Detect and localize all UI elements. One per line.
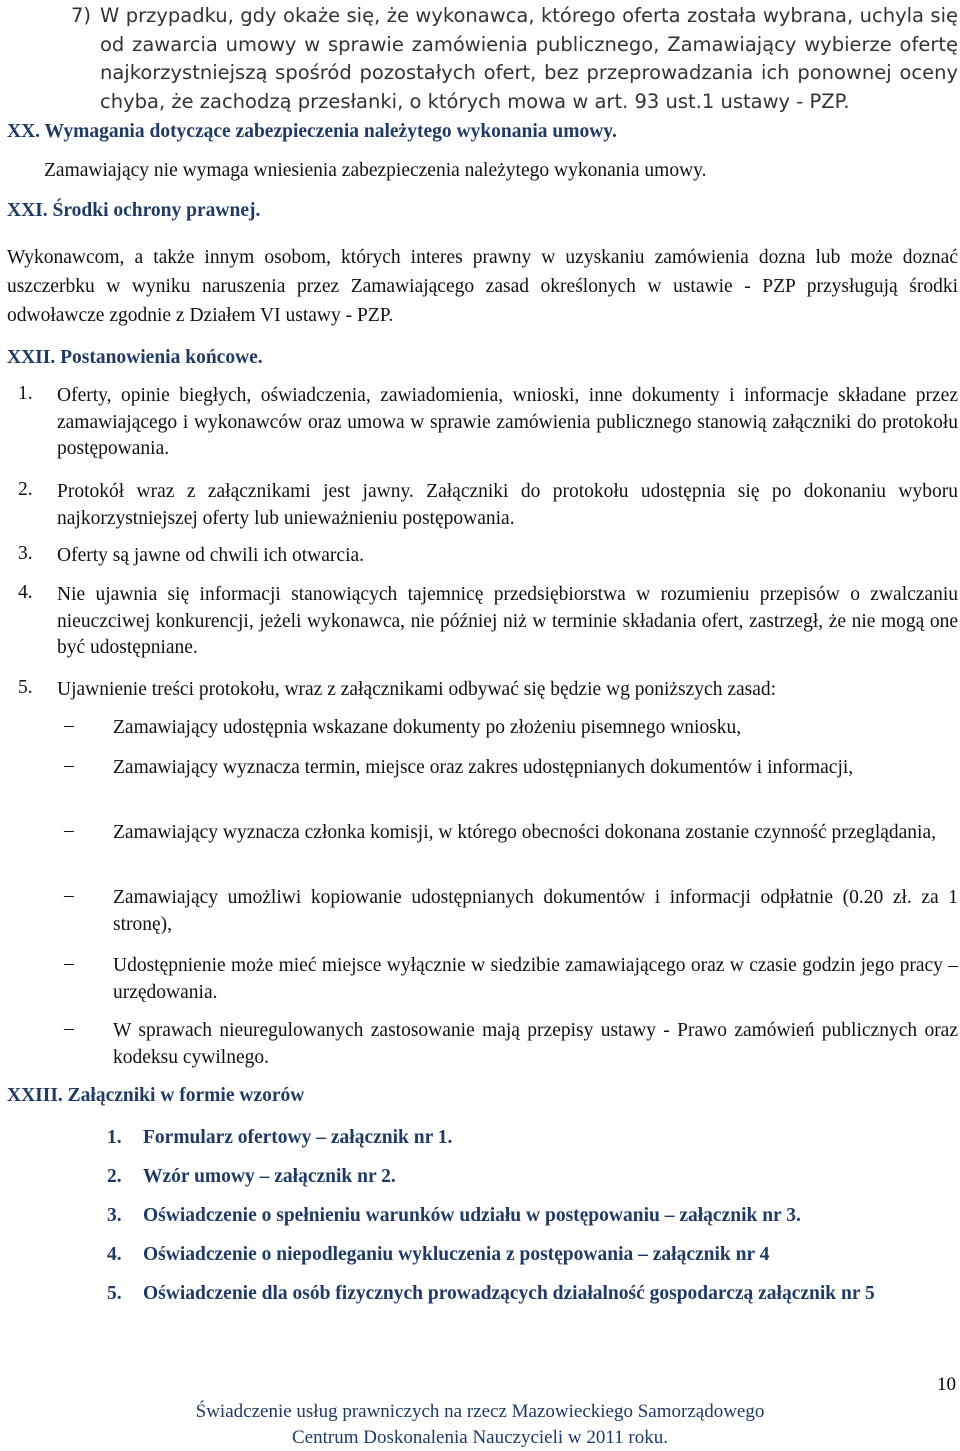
section-xx-text: Zamawiający nie wymaga wniesienia zabezpieczenia należytego wykonania umowy.	[44, 160, 707, 181]
page-footer	[0, 1399, 960, 1451]
attachment-text: Oświadczenie o spełnieniu warunków udziału w postępowaniu – załącznik nr 3.	[143, 1205, 801, 1226]
list-item	[7, 582, 958, 662]
list-item-text: Oferty, opinie biegłych, oświadczenia, zawiadomienia, wnioski, inne dokumenty i informacje składane przez zamawiającego i wykonawców oraz umowa w sprawie zamówienia publicznego stanowią załączniki do protokołu postępowania.	[57, 385, 958, 459]
list-item-text: Nie ujawnia się informacji stanowiących tajemnicę przedsiębiorstwa w rozumieniu przepisów o zwalczaniu nieuczciwej konkurencji, jeżeli wykonawca, nie później niż w terminie składania ofert, zastrzegł, że nie mogą one być udostępniane.	[57, 584, 958, 658]
dash-list-item-text: W sprawach nieuregulowanych zastosowanie mają przepisy ustawy - Prawo zamówień publicznych oraz kodeksu cywilnego.	[113, 1020, 958, 1068]
list-item	[7, 479, 958, 532]
page-number: 10	[937, 1374, 956, 1395]
dash-bullet: –	[64, 755, 74, 776]
dash-list-item	[62, 1018, 958, 1071]
list-item	[7, 677, 958, 704]
list-item	[7, 543, 958, 570]
dash-list-item-text: Zamawiający umożliwi kopiowanie udostępnianych dokumentów i informacji odpłatnie (0.20 zł. za 1 stronę),	[113, 887, 958, 935]
section-heading-xxii: XXII. Postanowienia końcowe.	[7, 347, 263, 368]
dash-list-item-text: Zamawiający wyznacza termin, miejsce oraz zakres udostępnianych dokumentów i informacji,	[113, 757, 854, 778]
list-item	[7, 383, 958, 463]
attachment-item	[107, 1241, 958, 1268]
attachment-number: 4.	[107, 1244, 122, 1265]
paragraph-number: 7)	[71, 4, 92, 27]
paragraph-text: W przypadku, gdy okaże się, że wykonawca, którego oferta została wybrana, uchyla się od zawarcia umowy w sprawie zamówienia publicznego, Zamawiający wybierze ofertę najkorzystniejszą spośród pozostałych ofert, bez przeprowadzania ich ponownej oceny chyba, że zachodzą przesłanki, o których mowa w art. 93 ust.1 ustawy - PZP.	[100, 4, 958, 113]
attachment-text: Oświadczenie o niepodleganiu wykluczenia z postępowania – załącznik nr 4	[143, 1244, 770, 1265]
section-heading-xxiii: XXIII. Załączniki w formie wzorów	[7, 1085, 305, 1106]
list-item-number: 5.	[18, 677, 33, 698]
dash-bullet: –	[64, 820, 74, 841]
paragraph-7	[72, 2, 958, 116]
list-item-text: Oferty są jawne od chwili ich otwarcia.	[57, 545, 365, 566]
dash-list-item	[62, 715, 958, 742]
dash-bullet: –	[64, 1018, 74, 1039]
attachment-number: 5.	[107, 1283, 122, 1304]
attachment-item	[107, 1280, 958, 1307]
section-xxi-text: Wykonawcom, a także innym osobom, których interes prawny w uzyskaniu zamówienia dozna lub może doznać uszczerbku w wyniku naruszenia przez Zamawiającego zasad określonych w ustawie - PZP przysługują środki odwoławcze zgodnie z Działem VI ustawy - PZP.	[7, 247, 958, 326]
attachment-item	[107, 1202, 958, 1229]
list-item-text: Protokół wraz z załącznikami jest jawny. Załączniki do protokołu udostępnia się po dokonaniu wyboru najkorzystniejszej oferty lub unieważnieniu postępowania.	[57, 481, 958, 529]
dash-list-item-text: Zamawiający udostępnia wskazane dokumenty po złożeniu pisemnego wniosku,	[113, 717, 742, 738]
attachment-item	[107, 1163, 958, 1190]
dash-list-item	[62, 755, 958, 782]
list-item-text: Ujawnienie treści protokołu, wraz z załącznikami odbywać się będzie wg poniższych zasad:	[57, 679, 777, 700]
attachment-number: 3.	[107, 1205, 122, 1226]
dash-list-item	[62, 820, 958, 847]
attachment-number: 1.	[107, 1127, 122, 1148]
list-item-number: 3.	[18, 543, 33, 564]
dash-bullet: –	[64, 715, 74, 736]
attachment-item	[107, 1124, 958, 1151]
dash-bullet: –	[64, 953, 74, 974]
section-heading-xxi: XXI. Środki ochrony prawnej.	[7, 200, 261, 221]
list-item-number: 4.	[18, 582, 33, 603]
attachment-text: Wzór umowy – załącznik nr 2.	[143, 1166, 396, 1187]
dash-list-item	[62, 885, 958, 938]
dash-list-item	[62, 953, 958, 1006]
dash-bullet: –	[64, 885, 74, 906]
list-item-number: 2.	[18, 479, 33, 500]
section-heading-xx: XX. Wymagania dotyczące zabezpieczenia należytego wykonania umowy.	[7, 121, 617, 142]
attachment-text: Formularz ofertowy – załącznik nr 1.	[143, 1127, 453, 1148]
list-item-number: 1.	[18, 383, 33, 404]
footer-line: Centrum Doskonalenia Nauczycieli w 2011 roku.	[291, 1427, 669, 1448]
footer-line: Świadczenie usług prawniczych na rzecz Mazowieckiego Samorządowego	[195, 1401, 765, 1422]
attachment-text: Oświadczenie dla osób fizycznych prowadzących działalność gospodarczą załącznik nr 5	[143, 1283, 875, 1304]
attachment-number: 2.	[107, 1166, 122, 1187]
dash-list-item-text: Udostępnienie może mieć miejsce wyłącznie w siedzibie zamawiającego oraz w czasie godzin jego pracy – urzędowania.	[113, 955, 958, 1003]
dash-list-item-text: Zamawiający wyznacza członka komisji, w którego obecności dokonana zostanie czynność przeglądania,	[113, 822, 936, 843]
